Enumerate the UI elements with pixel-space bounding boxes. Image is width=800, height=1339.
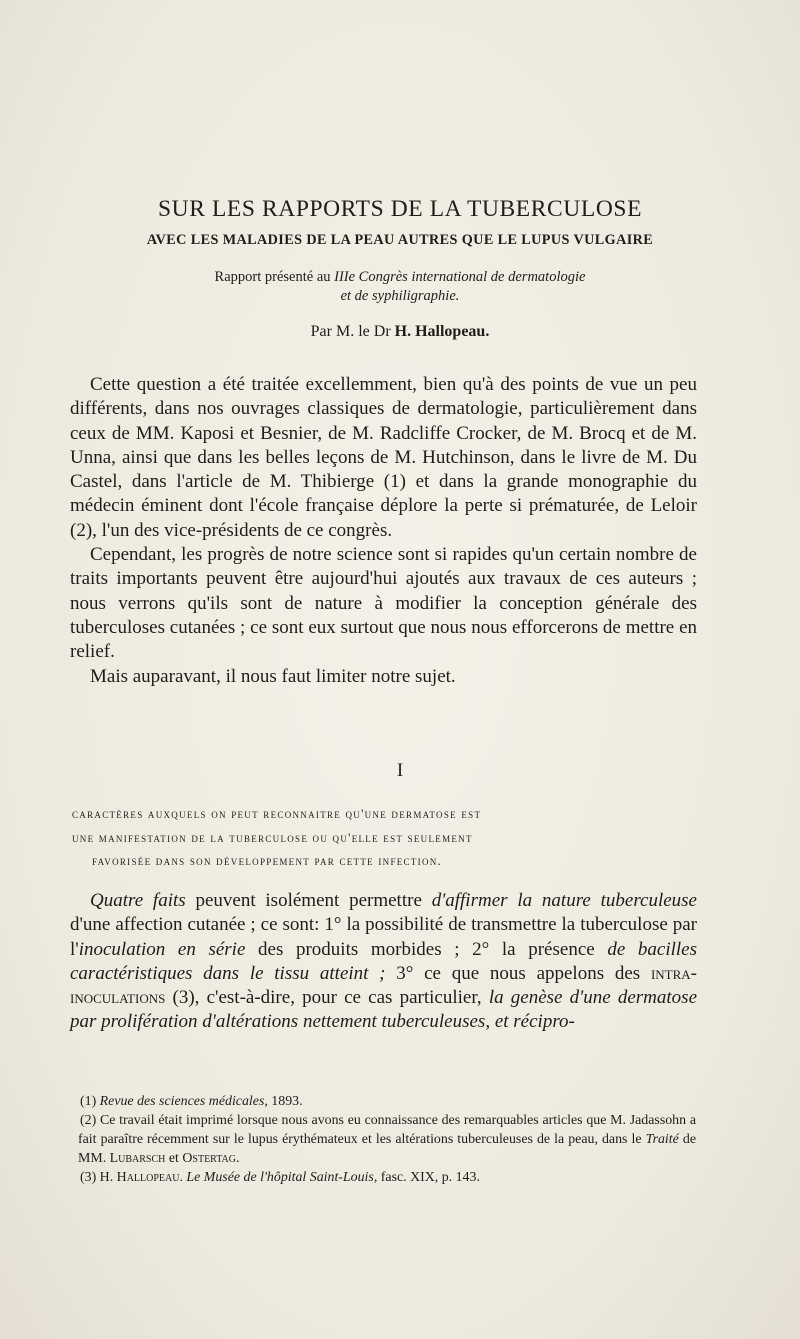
byline bbox=[0, 323, 800, 341]
byline-prefix: Par M. le Dr bbox=[310, 323, 395, 340]
text-run: d'une affection cutanée ; ce sont: 1° la possibilité de transmettre la tuberculose par l' bbox=[70, 914, 697, 960]
text-run: de MM. bbox=[78, 1132, 696, 1167]
section-heading-line: caractères auxquels on peut reconnaitre qu'une dermatose est bbox=[72, 807, 482, 821]
emphasis: Traité bbox=[645, 1132, 679, 1148]
intro-text bbox=[70, 373, 697, 689]
footnote-3 bbox=[78, 1168, 696, 1187]
text-run: peuvent isolément permettre bbox=[185, 890, 432, 911]
footnote-2 bbox=[78, 1111, 696, 1168]
section-heading-line: une manifestation de la tuberculose ou qu'elle est seulement bbox=[72, 830, 473, 845]
author-name: Lubarsch bbox=[109, 1151, 166, 1167]
text-run: et bbox=[165, 1151, 183, 1167]
small-caps-term: intra-inoculations bbox=[70, 962, 697, 1009]
text-run: , fasc. XIX, p. 143. bbox=[373, 1170, 480, 1186]
emphasis: de bacilles caractéristiques dans le tissu atteint ; bbox=[70, 938, 697, 984]
text-run: (3), c'est-à-dire, pour ce cas particulier, bbox=[165, 987, 489, 1009]
article-title: SUR LES RAPPORTS DE LA TUBERCULOSE bbox=[157, 196, 643, 222]
text-run: . bbox=[179, 1170, 187, 1186]
journal-title: Le Musée de l'hôpital Saint-Louis bbox=[186, 1170, 374, 1186]
paragraph bbox=[70, 889, 697, 1035]
rapport-prefix: Rapport présenté au bbox=[214, 269, 335, 285]
text-run: (2) Ce travail était imprimé lorsque nous avons eu connaissance des remarquables articles que M. Jadassohn a fait paraître récemment sur le lupus érythémateux et les altérations tuberculeuses de la peau, dans le bbox=[78, 1113, 696, 1148]
section-text bbox=[70, 889, 697, 1035]
text-run: , 1893. bbox=[264, 1094, 303, 1109]
footnotes bbox=[78, 1092, 696, 1187]
journal-title: Revue des sciences médicales bbox=[99, 1094, 265, 1109]
paragraph: Cette question a été traitée excellemment, bien qu'à des points de vue un peu différents, dans nos ouvrages classiques de dermatologie, particulièrement dans ceux de MM. Kaposi et Besnier, de M. Radcliffe Crocker, de M. Brocq et de M. Unna, ainsi que dans les belles leçons de M. Hutchinson, dans le livre de M. Du Castel, dans l'article de M. Thibierge (1) et dans la grande monographie du médecin éminent dont l'école française déplore la perte si prématurée, de Leloir (2), l'un des vice-présidents de ce congrès. bbox=[70, 374, 697, 541]
section-heading-line: favorisée dans son développement par cette infection. bbox=[92, 854, 442, 868]
author-name: Ostertag bbox=[182, 1151, 237, 1167]
text-run: 3° ce que nous appelons des bbox=[385, 962, 651, 984]
emphasis: Quatre faits bbox=[90, 890, 186, 911]
section-number: I bbox=[396, 760, 404, 781]
footnote-1 bbox=[78, 1092, 696, 1111]
article-subtitle: AVEC LES MALADIES DE LA PEAU AUTRES QUE LE LUPUS VULGAIRE bbox=[146, 232, 654, 248]
footnote-number: (1) bbox=[80, 1094, 100, 1109]
rapport-note bbox=[0, 268, 800, 306]
congress-name-cont: et de syphiligraphie. bbox=[340, 288, 460, 304]
emphasis: la genèse d'une dermatose par prolifération d'altérations nettement tuberculeuses, et récipro- bbox=[70, 987, 697, 1033]
text-run: des produits morbides ; 2° la présence bbox=[245, 938, 608, 960]
author-name: H. Hallopeau. bbox=[394, 323, 490, 340]
footnote-number: (3) H. bbox=[80, 1170, 117, 1186]
author-name: Hallopeau bbox=[116, 1170, 180, 1186]
paragraph: Mais auparavant, il nous faut limiter notre sujet. bbox=[90, 665, 456, 687]
congress-name: IIIe Congrès international de dermatologie bbox=[334, 269, 586, 285]
section-heading bbox=[72, 803, 697, 874]
emphasis: d'affirmer la nature tuberculeuse bbox=[431, 890, 697, 911]
paragraph: Cependant, les progrès de notre science sont si rapides qu'un certain nombre de traits importants peuvent être aujourd'hui ajoutés aux travaux de ces auteurs ; nous verrons qu'ils sont de nature à modifier la conception générale des tuberculoses cutanées ; ce sont eux surtout que nous nous efforcerons de mettre en relief. bbox=[70, 544, 697, 663]
emphasis: inoculation en série bbox=[78, 938, 246, 960]
text-run: . bbox=[236, 1151, 240, 1167]
